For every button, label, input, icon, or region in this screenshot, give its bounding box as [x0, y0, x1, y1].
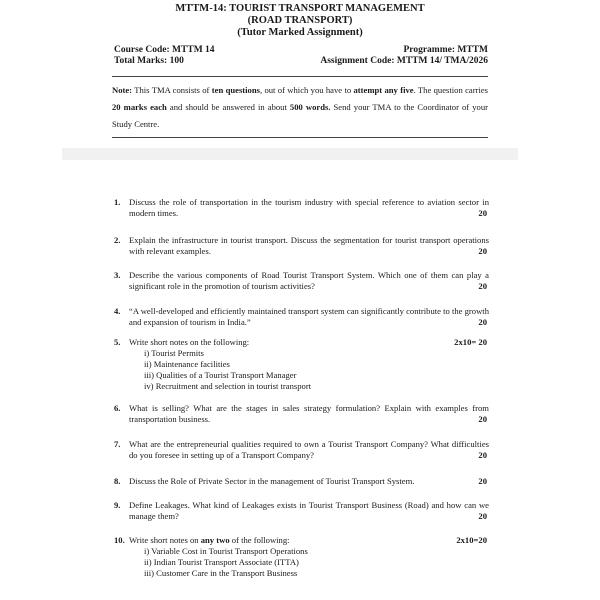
- question-text: [129, 535, 489, 546]
- question-number: 9.: [114, 500, 121, 510]
- note-emph: 500 words.: [289, 102, 331, 112]
- question-text: “A well-developed and efficiently maintained transport system can significantly contribute to the growth and expansion of tourism in India.”: [129, 306, 489, 327]
- question-number: 8.: [114, 476, 121, 486]
- question-number: 6.: [114, 403, 121, 413]
- question-1: [114, 197, 489, 219]
- question-marks: 20: [478, 450, 487, 460]
- question-number: 5.: [114, 337, 121, 347]
- question-marks: 2x10=20: [456, 535, 487, 545]
- document-title: MTTM-14: TOURIST TRANSPORT MANAGEMENT: [175, 3, 425, 14]
- question-number: 2.: [114, 235, 121, 245]
- question-6: [114, 403, 489, 425]
- question-8: [114, 476, 489, 487]
- question-3: [114, 270, 489, 292]
- question-5: [114, 337, 489, 392]
- question-text-part: of the following:: [229, 535, 290, 545]
- question-text: Describe the various components of Road Tourist Transport System. Which one of them can play a significant role in the promotion of tourism activities?: [129, 270, 489, 291]
- question-4: [114, 306, 489, 328]
- question-number: 1.: [114, 197, 121, 207]
- note-box: [112, 76, 488, 138]
- question-text: What is selling? What are the stages in sales strategy formulation? Explain with examples from transportation business.: [129, 403, 489, 424]
- question-number: 3.: [114, 270, 121, 280]
- question-text: Discuss the Role of Private Sector in the management of Tourist Transport System.: [129, 476, 415, 486]
- note-part: and should be answered in about: [166, 102, 290, 112]
- question-marks: 20: [478, 246, 487, 256]
- sub-item: ii) Indian Tourist Transport Associate (ITTA): [144, 557, 299, 567]
- question-marks: 20: [478, 511, 487, 521]
- sub-item: ii) Maintenance facilities: [144, 359, 230, 369]
- sub-item: iii) Qualities of a Tourist Transport Manager: [144, 370, 297, 380]
- question-marks: 20: [478, 476, 487, 486]
- note-part: This TMA consists of: [132, 85, 212, 95]
- note-emph: ten questions: [211, 85, 260, 95]
- assignment-code: Assignment Code: MTTM 14/ TMA/2026: [320, 56, 488, 66]
- sub-item: iv) Recruitment and selection in tourist transport: [144, 381, 312, 391]
- question-text: Write short notes on the following:: [129, 337, 250, 347]
- question-text: Discuss the role of transportation in the tourism industry with special reference to aviation sector in modern times.: [129, 197, 489, 218]
- question-marks: 20: [478, 317, 487, 327]
- question-text-part: Write short notes on: [129, 535, 201, 545]
- question-number: 4.: [114, 306, 121, 316]
- course-code: Course Code: MTTM 14: [114, 45, 215, 55]
- question-text-emph: any two: [200, 535, 230, 545]
- note-part: Send your TMA to the Coordinator of your Study Centre.: [112, 102, 488, 129]
- programme: Programme: MTTM: [403, 45, 488, 55]
- question-text: Define Leakages. What kind of Leakages exists in Tourist Transport Business (Road) and how can we manage them?: [129, 500, 489, 521]
- question-text: What are the entrepreneurial qualities required to own a Tourist Transport Company? What difficulties do you foresee in setting up of a Transport Company?: [129, 439, 489, 460]
- question-9: [114, 500, 489, 522]
- question-marks: 20: [478, 414, 487, 424]
- assignment-type: (Tutor Marked Assignment): [237, 27, 363, 38]
- page-separator: [62, 148, 518, 160]
- note-part: . The question carries: [413, 85, 488, 95]
- question-2: [114, 235, 489, 257]
- total-marks: Total Marks: 100: [114, 56, 184, 66]
- sub-item: iii) Customer Care in the Transport Business: [144, 568, 298, 578]
- sub-item: i) Tourist Permits: [144, 348, 204, 358]
- question-marks: 2x10= 20: [454, 337, 487, 347]
- question-number: 10.: [114, 535, 125, 545]
- note-part: , out of which you have to: [259, 85, 354, 95]
- question-7: [114, 439, 489, 461]
- note-emph: 20 marks each: [112, 102, 167, 112]
- note-emph: attempt any five: [353, 85, 414, 95]
- note-text: [112, 82, 488, 133]
- sub-item: i) Variable Cost in Tourist Transport Operations: [144, 546, 308, 556]
- question-marks: 20: [478, 281, 487, 291]
- question-number: 7.: [114, 439, 121, 449]
- question-text: Explain the infrastructure in tourist transport. Discuss the segmentation for tourist transport operations with relevant examples.: [129, 235, 489, 256]
- question-10: [114, 535, 489, 579]
- question-marks: 20: [478, 208, 487, 218]
- document-subtitle: (ROAD TRANSPORT): [247, 15, 353, 26]
- note-label: Note:: [112, 85, 133, 95]
